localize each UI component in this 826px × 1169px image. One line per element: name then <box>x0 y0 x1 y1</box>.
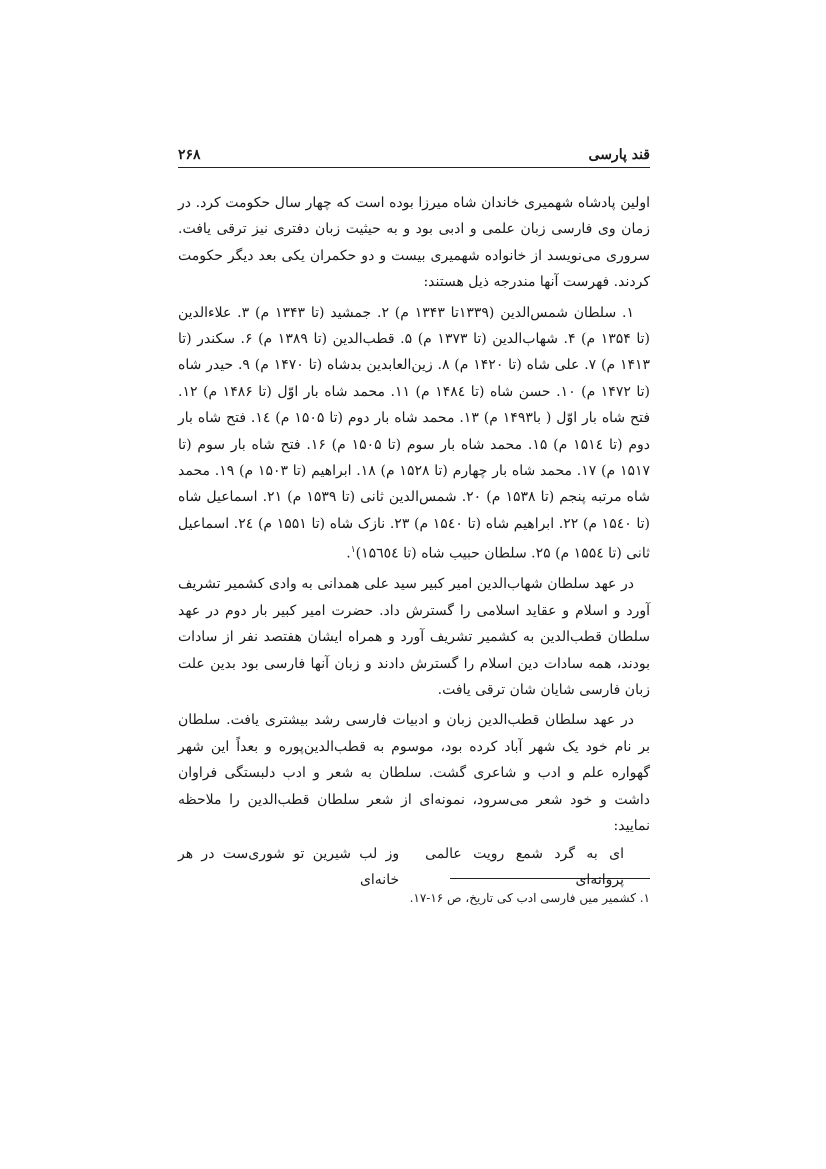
book-title: قند پارسی <box>588 147 650 163</box>
running-header <box>178 143 650 167</box>
paragraph-qutbuddin: در عهد سلطان قطب‌الدین زبان و ادبیات فارسی رشد بیشتری یافت. سلطان بر نام خود یک شهر آباد کرده بود، موسوم به قطب‌الدین‌پوره و بعداً این شهر گهواره علم و ادب و شاعری گشت. سلطان به شعر و ادب دلبستگی فراوان داشت و خود شعر می‌سرود، نمونه‌ای از شعر سلطان قطب‌الدین را ملاحظه نمایید: <box>178 712 650 834</box>
page-number: ۲۶۸ <box>178 147 201 163</box>
verse-line <box>178 841 650 893</box>
rulers-list-end: . <box>346 545 351 562</box>
header-rule <box>178 167 650 168</box>
footnote-marker: ۱ <box>350 545 356 556</box>
rulers-list-text: ۱. سلطان شمس‌الدین (۱۳۳۹تا ۱۳۴۳ م) ۲. جمشید (تا ۱۳۴۳ م) ۳. علاء‌الدین (تا ۱۳۵۴ م) ۴. شهاب‌الدین (تا ۱۳۷۳ م) ۵. قطب‌الدین (تا ۱۳۸۹ م) ۶. سکندر (تا ۱۴۱۳ م) ۷. علی شاه (تا ۱۴۲۰ م) ۸. زین‌العابدین بدشاه (تا ۱۴۷۰ م) ۹. حیدر شاه (تا ۱۴۷۲ م) ۱۰. حسن شاه (تا ۱۴۸٤ م) ۱۱. محمد شاه بار اوّل (تا ۱۴۸۶ م) ۱۲. فتح شاه بار اوّل ( با۱۴۹۳ م) ۱۳. محمد شاه بار دوم (تا ۱۵۰۵ م) ۱٤. فتح شاه بار دوم (تا ۱۵۱٤ م) ۱۵. محمد شاه بار سوم (تا ۱۵۰۵ م) ۱۶. فتح شاه بار سوم (تا ۱۵۱۷ م) ۱۷. محمد شاه بار چهارم (تا ۱۵۲۸ م) ۱۸. ابراهیم (تا ۱۵۰۳ م) ۱۹. محمد شاه مرتبه پنجم (تا ۱۵۳۸ م) ۲۰. شمس‌الدین ثانی (تا ۱۵۳۹ م) ۲۱. اسماعیل شاه (تا ۱۵٤۰ م) ۲۲. ابراهیم شاه (تا ۱۵٤۰ م) ۲۳. نازک شاه (تا ۱۵۵۱ م) ۲٤. اسماعیل ثانی (تا ۱۵۵٤ م) ۲۵. سلطان حبیب شاه (تا ۱۵٦٥٤) <box>178 304 651 562</box>
main-text <box>178 190 650 893</box>
footnote: ۱. کشمیر میں فارسی ادب کی تاریخ، ص ۱۶-۱۷. <box>409 891 650 905</box>
verse-hemistich-1: ای به گرد شمع رویت عالمی پروانه‌ای <box>425 846 624 889</box>
verse-hemistich-2: وز لب شیرین تو شوری‌ست در هر خانه‌ای <box>178 846 400 889</box>
paragraph-shahabuddin: در عهد سلطان شهاب‌الدین امیر کبیر سید علی همدانی به وادی کشمیر تشریف آورد و اسلام و عقاید اسلامی را گسترش داد. حضرت امیر کبیر بار دوم در عهد سلطان قطب‌الدین به کشمیر تشریف آورد و همراه ایشان هفتصد نفر از سادات بودند، همه سادات دین اسلام را گسترش دادند و زبان آنها فارسی بود بدین علت زبان فارسی شایان شان ترقی یافت. <box>178 576 650 698</box>
footnote-rule <box>450 878 650 879</box>
paragraph-intro: اولین پادشاه شهمیری خاندان شاه میرزا بوده است که چهار سال حکومت کرد. در زمان وی فارسی زبان علمی و ادبی بود و به حیثیت زبان دفتری نیز ترقی یافت. سروری می‌نویسد از خانواده شهمیری بیست و دو حکمران یکی بعد دیگر حکومت کردند. فهرست آنها مندرجه ذیل هستند: <box>178 195 650 291</box>
paragraph-rulers-list <box>178 300 650 568</box>
